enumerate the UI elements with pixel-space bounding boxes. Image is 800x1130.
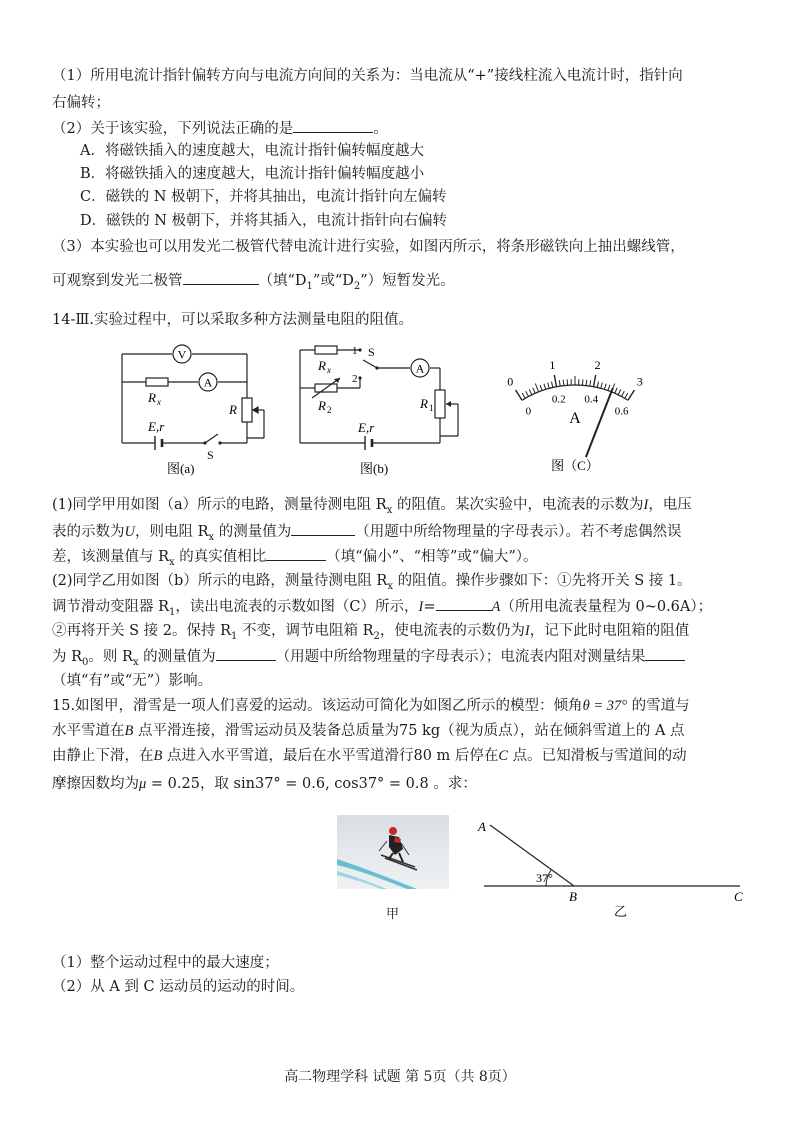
meter-tick [540, 385, 542, 391]
svg-text:2: 2 [327, 405, 332, 415]
meter-tick [552, 382, 553, 388]
svg-text:S: S [207, 448, 214, 462]
answer-blank[interactable] [436, 596, 492, 611]
svg-text:S: S [368, 345, 375, 359]
q15-line2: 水平雪道在B 点平滑连接，滑雪运动员及装备总质量为75 kg（视为质点），站在倾斜雪道上的 A 点 [52, 723, 685, 739]
q13-part2: （2）关于该实验，下列说法正确的是 。 [52, 118, 752, 139]
svg-text:R: R [318, 358, 326, 373]
answer-blank[interactable] [291, 521, 355, 536]
q13-option-d: D．磁铁的 N 极朝下，并将其插入，电流计指针向右偏转 [80, 213, 448, 229]
page-footer: 高二物理学科 试题 第 5页（共 8页） [284, 1069, 516, 1085]
ammeter-dial-figure-c [475, 335, 695, 475]
meter-tick [529, 389, 532, 394]
svg-text:A: A [415, 361, 425, 376]
circuit-figure-a [110, 340, 280, 480]
meter-outer-label: 1 [549, 358, 556, 373]
meter-tick [554, 375, 556, 387]
circuit-figure-b [290, 340, 470, 480]
answer-blank[interactable] [293, 118, 373, 133]
q14-part2-line1: (2)同学乙用如图（b）所示的电路，测量待测电阻 $R_x$ 的阻值。操作步骤如下：①先将开关 S 接 1。 [52, 573, 692, 592]
q13-option-b: B．将磁铁插入的速度越大，电流计指针偏转幅度越小 [80, 166, 425, 182]
slope-diagram-yi [470, 815, 750, 925]
meter-tick [625, 393, 628, 398]
svg-text:R: R [148, 390, 156, 405]
q14-part2-line3: ②再将开关 S 接 2。保持 $R_1$ 不变，调节电阻箱 $R_2$，使电流表的示数仍为I，记下此时电阻箱的阻值 [52, 623, 690, 642]
meter-tick [533, 388, 535, 394]
q15-sub2: （2）从 A 到 C 运动员的运动的时间。 [52, 979, 305, 995]
q14-part2-line5: （填“有”或“无”）影响。 [52, 673, 213, 689]
meter-inner-label: 0.4 [584, 393, 599, 406]
skier-photo [337, 815, 449, 889]
meter-tick [597, 382, 598, 388]
meter-tick [559, 380, 560, 386]
meter-inner-label: 0 [525, 405, 532, 418]
q15-line3: 由静止下滑，在B 点进入水平雪道，最后在水平雪道滑行80 m 后停在C 点。已知滑板与雪道间的动 [52, 748, 687, 764]
meter-tick [608, 385, 610, 391]
svg-text:E,r: E,r [358, 420, 375, 435]
svg-text:乙: 乙 [614, 904, 628, 919]
q13-part1-line2: 右偏转； [52, 95, 110, 111]
meter-tick [615, 388, 617, 394]
meter-outer-label: 0 [507, 374, 514, 389]
meter-tick [586, 380, 587, 386]
q13-option-a: A．将磁铁插入的速度越大，电流计指针偏转幅度越大 [80, 143, 424, 159]
meter-tick [567, 379, 568, 385]
svg-text:图(a): 图(a) [167, 461, 195, 476]
meter-tick [563, 380, 564, 386]
svg-text:A: A [569, 410, 581, 427]
q13-part3-line2: 可观察到发光二极管 （填“$D_1$”或“$D_2$”）短暂发光。 [52, 270, 752, 297]
svg-text:V: V [177, 347, 187, 362]
meter-outer-label: 3 [636, 374, 643, 389]
svg-text:1: 1 [429, 403, 434, 413]
meter-tick [604, 384, 606, 390]
q15-line4: 摩擦因数均为μ = 0.25，取 sin37° = 0.6, cos37° = 0.8 。求： [52, 776, 477, 792]
meter-tick [628, 390, 634, 400]
meter-tick [526, 391, 529, 396]
svg-text:图（C）: 图（C） [551, 458, 599, 473]
meter-tick [544, 384, 546, 390]
incline-line [490, 825, 574, 886]
meter-outer-label: 2 [594, 358, 601, 373]
meter-inner-label: 0.6 [614, 405, 629, 418]
q15-sub1: （1）整个运动过程中的最大速度； [52, 955, 279, 971]
svg-text:37°: 37° [536, 871, 553, 885]
meter-inner-label: 0.2 [551, 393, 566, 406]
answer-blank[interactable] [183, 270, 259, 285]
svg-text:x: x [327, 365, 331, 375]
answer-blank[interactable] [645, 646, 685, 661]
q14-part1-line2: 表的示数为U，则电阻 $R_x$ 的测量值为 （用题中所给物理量的字母表示）。若不考虑偶然误 [52, 521, 752, 548]
q15-line1: 15.如图甲，滑雪是一项人们喜爱的运动。该运动可简化为如图乙所示的模型：倾角θ = 37° 的雪道与 [52, 698, 690, 714]
svg-text:1: 1 [352, 345, 358, 357]
q14-title: 14-Ⅲ.实验过程中，可以采取多种方法测量电阻的阻值。 [52, 312, 413, 328]
q14-part2-line2: 调节滑动变阻器 $R_1$，读出电流表的示数如图（C）所示，I= A（所用电流表量程为 0~0.6A）； [52, 596, 752, 623]
svg-text:C: C [734, 889, 743, 904]
q14-part1-line3: 差，该测量值与 $R_x$ 的真实值相比 （填“偏小”、“相等”或“偏大”）。 [52, 546, 752, 573]
figure-jia-caption: 甲 [386, 907, 400, 922]
answer-blank[interactable] [216, 646, 276, 661]
svg-text:E,r: E,r [148, 419, 165, 434]
meter-tick [601, 383, 603, 389]
meter-tick [594, 375, 596, 387]
svg-text:B: B [569, 889, 577, 904]
meter-tick [618, 389, 621, 394]
svg-text:A: A [478, 819, 486, 834]
q13-part3-line1: （3）本实验也可以用发光二极管代替电流计进行实验，如图丙所示，将条形磁铁向上抽出螺线管， [52, 239, 685, 255]
q14-part2-line4: 为 $R_0$。则 $R_x$ 的测量值为 （用题中所给物理量的字母表示）；电流表内阻对测量结果 [52, 646, 752, 673]
q14-part1-line1: (1)同学甲用如图（a）所示的电路，测量待测电阻 $R_x$ 的阻值。某次实验中，电流表的示数为I，电压 [52, 497, 692, 516]
q13-part1-line1: （1）所用电流计指针偏转方向与电流方向间的关系为：当电流从“+”接线柱流入电流计时，指针向 [52, 68, 683, 84]
svg-text:A: A [203, 375, 213, 390]
svg-text:图(b): 图(b) [360, 461, 389, 476]
svg-text:R: R [318, 398, 326, 413]
meter-tick [535, 384, 538, 392]
meter-tick [548, 383, 550, 389]
svg-text:x: x [157, 397, 161, 407]
svg-text:R: R [229, 402, 237, 417]
meter-tick [522, 393, 525, 398]
svg-text:R: R [420, 396, 428, 411]
meter-tick [622, 391, 625, 396]
meter-tick [516, 390, 522, 400]
meter-tick [590, 380, 591, 386]
q13-option-c: C．磁铁的 N 极朝下，并将其抽出，电流计指针向左偏转 [80, 189, 447, 205]
meter-tick [582, 379, 583, 385]
answer-blank[interactable] [266, 546, 326, 561]
svg-text:2: 2 [352, 373, 358, 385]
